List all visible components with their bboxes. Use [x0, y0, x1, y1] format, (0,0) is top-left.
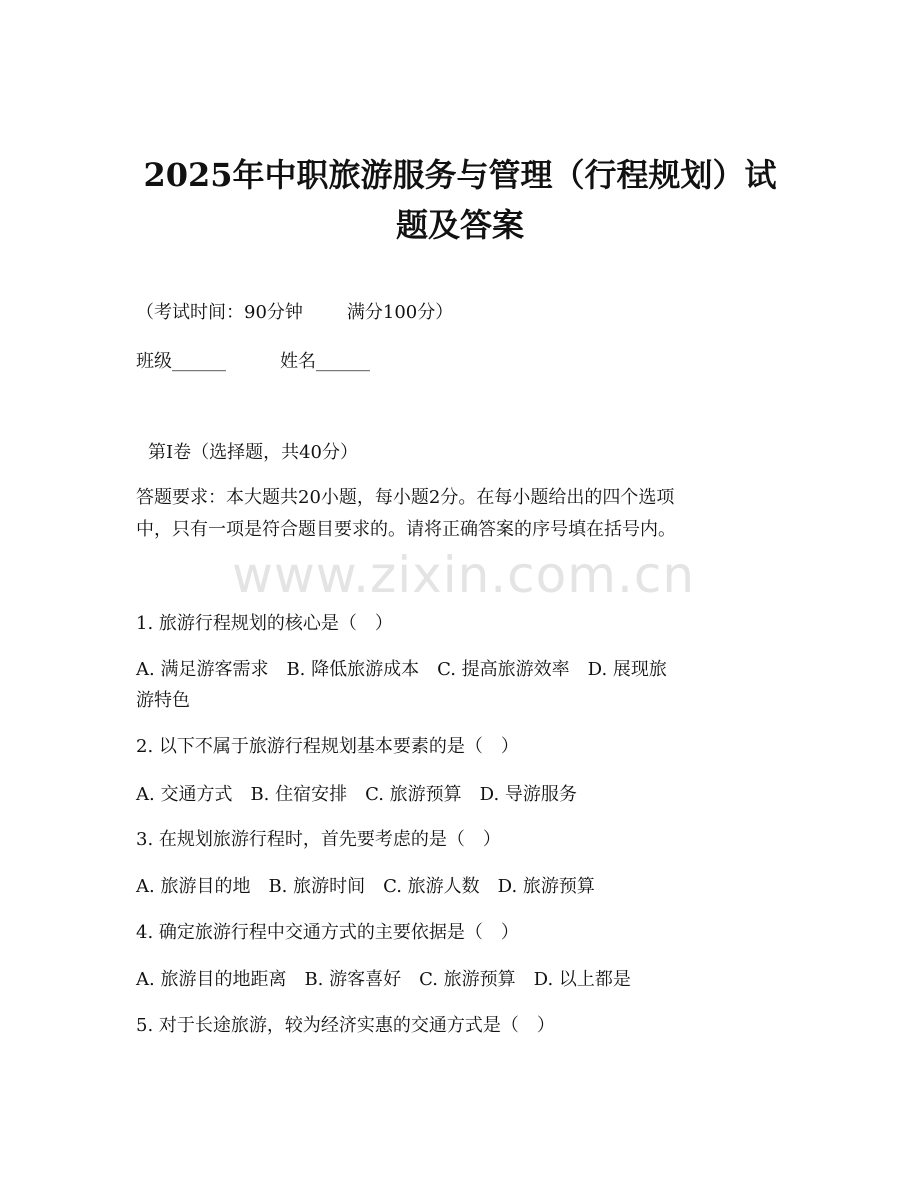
question-3-options: A. 旅游目的地 B. 旅游时间 C. 旅游人数 D. 旅游预算 [136, 876, 595, 897]
question-1-options-cont: 游特色 [136, 690, 190, 711]
document-title [120, 150, 800, 250]
question-1-stem: 1. 旅游行程规划的核心是（ ） [136, 613, 393, 634]
question-5-stem: 5. 对于长途旅游，较为经济实惠的交通方式是（ ） [136, 1015, 555, 1036]
exam-score: 满分100分） [346, 302, 454, 323]
section-heading: 第Ⅰ卷（选择题，共40分） [148, 442, 359, 463]
title-line-2: 题及答案 [395, 206, 524, 244]
exam-info [136, 298, 786, 328]
name-field: 姓名______ [280, 351, 370, 372]
exam-time: （考试时间：90分钟 [136, 302, 303, 323]
question-2-options: A. 交通方式 B. 住宿安排 C. 旅游预算 D. 导游服务 [136, 784, 577, 805]
question-2-stem: 2. 以下不属于旅游行程规划基本要素的是（ ） [136, 736, 519, 757]
watermark: www.zixin.com.cn [232, 546, 696, 604]
class-field: 班级______ [136, 351, 226, 372]
instructions-line-1: 答题要求：本大题共20小题，每小题2分。在每小题给出的四个选项 [136, 487, 675, 508]
question-1-options: A. 满足游客需求 B. 降低旅游成本 C. 提高旅游效率 D. 展现旅 [136, 659, 667, 680]
instructions-line-2: 中，只有一项是符合题目要求的。请将正确答案的序号填在括号内。 [136, 519, 676, 540]
question-3-stem: 3. 在规划旅游行程时，首先要考虑的是（ ） [136, 829, 501, 850]
title-line-1: 2025年中职旅游服务与管理（行程规划）试 [143, 156, 777, 194]
student-info [136, 347, 786, 377]
question-4-options: A. 旅游目的地距离 B. 游客喜好 C. 旅游预算 D. 以上都是 [136, 969, 631, 990]
question-4-stem: 4. 确定旅游行程中交通方式的主要依据是（ ） [136, 922, 519, 943]
